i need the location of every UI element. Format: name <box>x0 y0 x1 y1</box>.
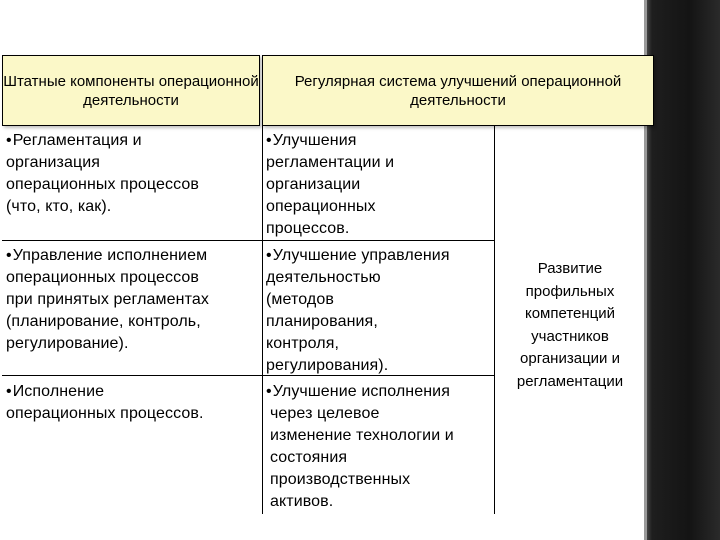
header-title-staff-components: Штатные компоненты операционной деятельности <box>3 72 259 109</box>
cell-line: организации <box>266 176 361 193</box>
cell-row2-middle <box>266 245 450 377</box>
cell-line: • Улучшения <box>266 130 394 152</box>
cell-line: операционных процессов. <box>6 405 204 422</box>
cell-line: операционных <box>266 198 376 215</box>
cell-line: компетенций <box>524 305 616 322</box>
cell-line: регулирование). <box>6 335 129 352</box>
cell-line: регламентации <box>516 372 624 390</box>
cell-line: • Управление исполнением <box>6 245 209 267</box>
cell-line: изменение технологии и <box>270 427 454 444</box>
cell-row1-middle <box>266 130 394 240</box>
cell-line: планирования, <box>266 313 378 330</box>
cell-line: регламентации и <box>266 154 395 171</box>
header-cell-staff-components <box>2 55 260 126</box>
cell-line: деятельностью <box>266 269 381 286</box>
cell-line: контроля, <box>266 335 340 352</box>
cell-line: активов. <box>270 493 334 510</box>
decorative-side-band <box>644 0 720 540</box>
row-divider-1 <box>2 240 494 241</box>
cell-line: • Регламентация и <box>6 130 199 152</box>
cell-line: через целевое <box>270 405 380 422</box>
cell-line: операционных процессов <box>6 176 199 193</box>
cell-line: регулирования). <box>266 357 389 374</box>
cell-line: при принятых регламентах <box>6 291 209 308</box>
cell-line: операционных процессов <box>6 269 199 286</box>
cell-line: (что, кто, как). <box>6 198 112 215</box>
header-cell-improvement-system <box>262 55 654 126</box>
cell-line: организация <box>6 154 101 171</box>
cell-right-merged <box>497 258 643 393</box>
cell-line: организации и <box>520 350 620 367</box>
cell-line: • Улучшение управления <box>266 245 450 267</box>
cell-line: состояния <box>270 449 348 466</box>
cell-line: участников <box>531 327 609 345</box>
cell-line: • Исполнение <box>6 381 204 403</box>
column-divider-1 <box>262 126 263 514</box>
cell-line: производственных <box>270 471 411 488</box>
cell-row1-left <box>6 130 199 218</box>
header-title-improvement-system: Регулярная система улучшений операционной деятельности <box>294 72 622 109</box>
cell-line: (методов <box>266 291 334 308</box>
cell-row3-left <box>6 381 204 425</box>
cell-line: (планирование, контроль, <box>6 313 201 330</box>
cell-row2-left <box>6 245 209 355</box>
cell-line: процессов. <box>266 220 350 237</box>
column-divider-2 <box>494 126 495 514</box>
cell-line: профильных <box>525 282 615 300</box>
cell-line: Развитие <box>537 260 603 277</box>
cell-row3-middle <box>266 381 454 513</box>
cell-line: • Улучшение исполнения <box>266 381 454 403</box>
